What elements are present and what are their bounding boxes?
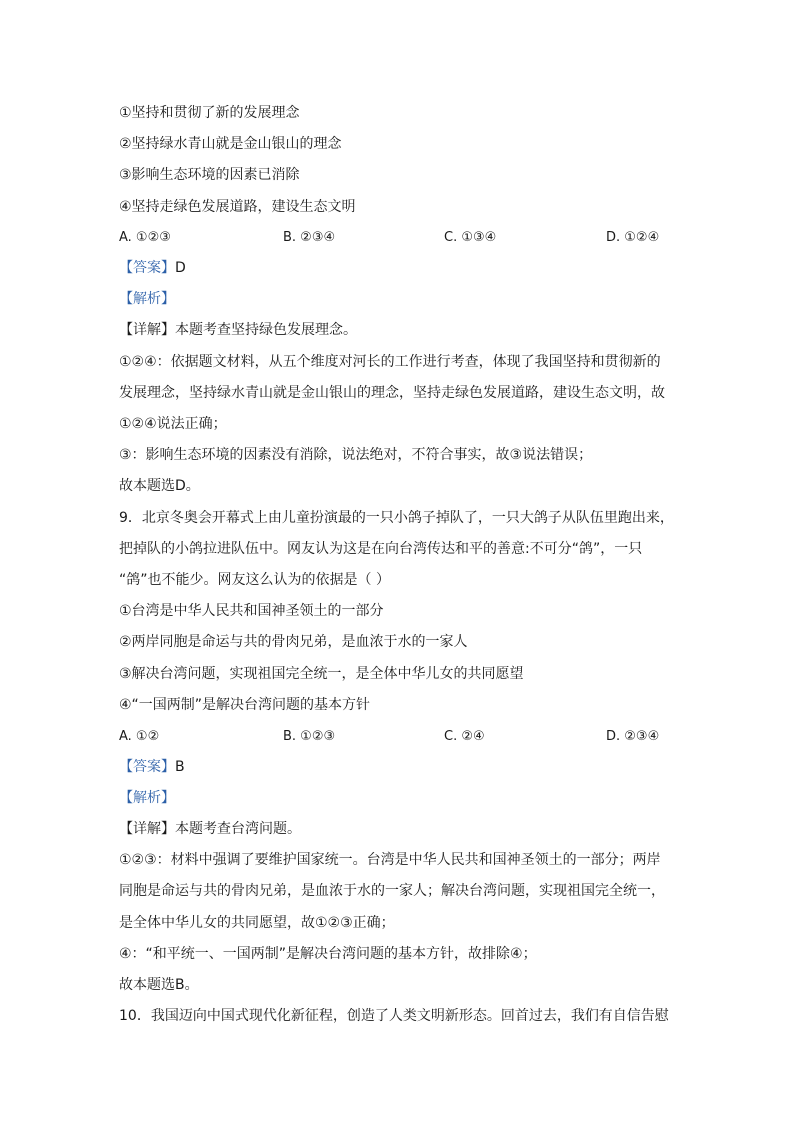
q10-stem-line-1: 10．我国迈向中国式现代化新征程，创造了人类文明新形态。回首过去，我们有自信告慰 xyxy=(119,1008,669,1024)
q9-option-d: D. ②③④ xyxy=(606,729,660,744)
q9-answer-value: B xyxy=(175,759,185,775)
q8-statement-4: ④坚持走绿色发展道路，建设生态文明 xyxy=(119,199,356,215)
q9-statement-1: ①台湾是中华人民共和国神圣领土的一部分 xyxy=(119,603,384,619)
q8-explanation-line-1: ①②④：依据题文材料，从五个维度对河长的工作进行考查，体现了我国坚持和贯彻新的 xyxy=(119,354,661,370)
q8-conclusion: 故本题选D。 xyxy=(119,478,200,494)
q9-option-b: B. ①②③ xyxy=(283,729,336,744)
q9-answer-label: 【答案】 xyxy=(119,759,175,775)
q8-statement-2: ②坚持绿水青山就是金山银山的理念 xyxy=(119,136,342,152)
q8-answer xyxy=(119,258,186,278)
q8-explanation-2: ③：影响生态环境的因素没有消除，说法绝对，不符合事实，故③说法错误； xyxy=(119,447,593,463)
q8-statement-1: ①坚持和贯彻了新的发展理念 xyxy=(119,105,300,121)
q8-option-a: A. ①②③ xyxy=(119,230,171,245)
q8-detail-text: 本题考查坚持绿色发展理念。 xyxy=(175,322,357,338)
q9-explanation-line-2: 同胞是命运与共的骨肉兄弟，是血浓于水的一家人；解决台湾问题，实现祖国完全统一， xyxy=(119,883,665,899)
q9-conclusion: 故本题选B。 xyxy=(119,977,199,993)
q8-detail xyxy=(119,320,357,340)
q9-explanation-line-3: 是全体中华儿女的共同愿望，故①②③正确； xyxy=(119,915,395,931)
q8-explanation-line-2: 发展理念，坚持绿水青山就是金山银山的理念，坚持走绿色发展道路，建设生态文明，故 xyxy=(119,385,665,401)
q8-explanation-line-3: ①②④说法正确； xyxy=(119,416,227,432)
q9-detail xyxy=(119,819,301,839)
q9-option-c: C. ②④ xyxy=(444,729,485,744)
q8-answer-label: 【答案】 xyxy=(119,260,175,276)
q8-statement-3: ③影响生态环境的因素已消除 xyxy=(119,167,300,183)
q9-stem-line-3: “鸽”也不能少。网友这么认为的依据是（ ） xyxy=(119,572,390,588)
q9-stem-line-2: 把掉队的小鸽拉进队伍中。网友认为这是在向台湾传达和平的善意:不可分“鸽”，一只 xyxy=(119,541,643,557)
q9-explanation-line-1: ①②③：材料中强调了要维护国家统一。台湾是中华人民共和国神圣领土的一部分；两岸 xyxy=(119,852,661,868)
q9-detail-label: 【详解】 xyxy=(119,821,175,837)
q8-detail-label: 【详解】 xyxy=(119,322,175,338)
q9-option-a: A. ①② xyxy=(119,729,160,744)
q8-answer-value: D xyxy=(175,260,186,276)
q9-analysis-label: 【解析】 xyxy=(119,790,175,806)
q9-statement-4: ④“一国两制”是解决台湾问题的基本方针 xyxy=(119,697,371,713)
q8-option-c: C. ①③④ xyxy=(444,230,497,245)
q8-option-d: D. ①②④ xyxy=(606,230,660,245)
q9-answer xyxy=(119,757,185,777)
q9-stem-line-1: 9．北京冬奥会开幕式上由儿童扮演最的一只小鸽子掉队了，一只大鸽子从队伍里跑出来， xyxy=(119,510,674,526)
q8-option-b: B. ②③④ xyxy=(283,230,336,245)
q9-explanation-2: ④：“和平统一、一国两制”是解决台湾问题的基本方针，故排除④； xyxy=(119,946,537,962)
q9-detail-text: 本题考查台湾问题。 xyxy=(175,821,301,837)
q9-statement-3: ③解决台湾问题，实现祖国完全统一，是全体中华儿女的共同愿望 xyxy=(119,666,524,682)
q8-analysis-label: 【解析】 xyxy=(119,291,175,307)
q9-statement-2: ②两岸同胞是命运与共的骨肉兄弟，是血浓于水的一家人 xyxy=(119,634,468,650)
